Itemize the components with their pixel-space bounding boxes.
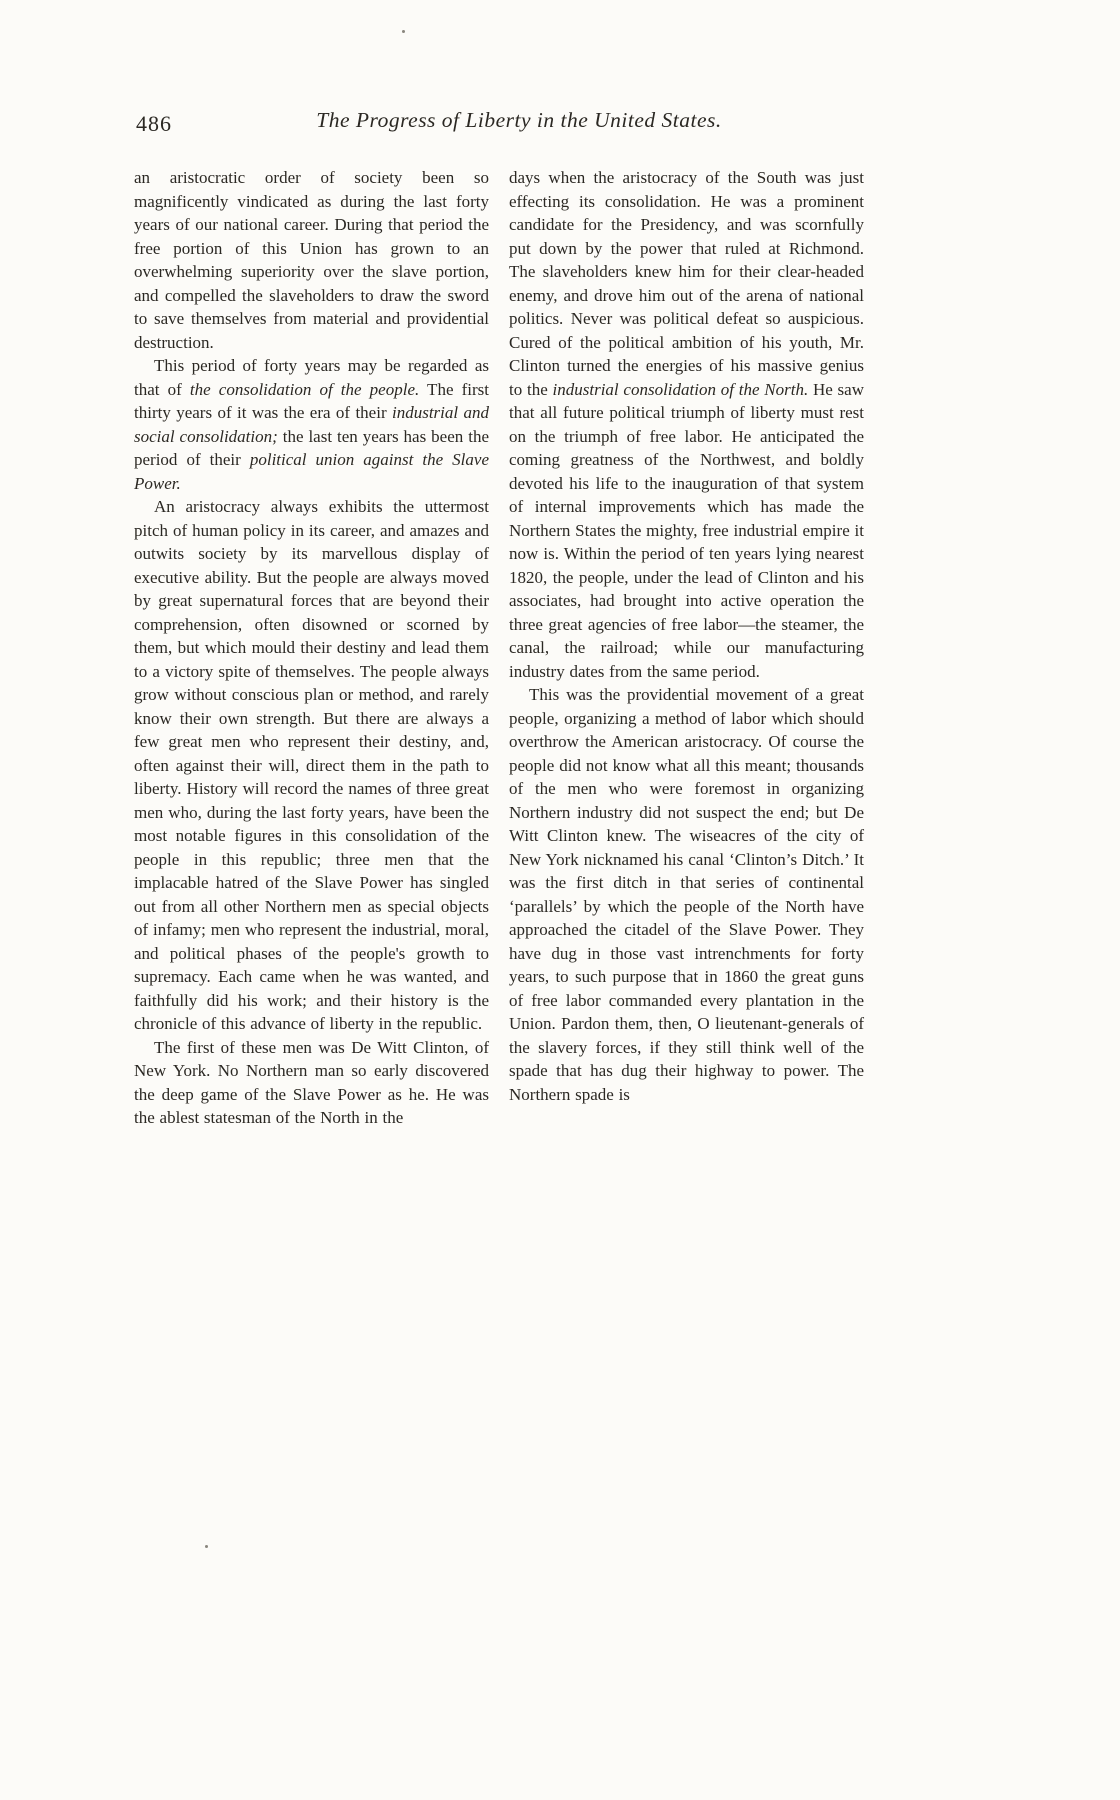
text-run: the last ten years has been the period of their <box>134 426 489 469</box>
paragraph <box>509 683 864 1106</box>
text-run: This was the providential movement of a great people, organizing a method of labor which should overthrow the American aristocracy. Of course the people did not know what all this meant; thousands of the men who were foremost in organizing Northern industry did not suspect the end; but De Witt Clinton knew. The wiseacres of the city of New York nicknamed his canal ‘Clinton’s Ditch.’ It was the first ditch in that series of continental ‘parallels’ by which the people of the North have approached the citadel of the Slave Power. They have dug in those vast intrenchments for forty years, to such purpose that in 1860 the great guns of free labor commanded every plantation in the Union. Pardon them, then, O lieutenant-generals of the slavery forces, if they still think well of the spade that has dug their highway to power. The Northern spade is <box>509 685 864 1104</box>
page-number: 486 <box>136 111 172 136</box>
page-content <box>134 108 864 1130</box>
paragraph <box>509 166 864 683</box>
text-columns <box>134 166 864 1130</box>
scan-artifact-dot <box>205 1545 208 1548</box>
paragraph <box>134 354 489 495</box>
text-run: The first of these men was De Witt Clinton, of New York. No Northern man so early discovered the deep game of the Slave Power as he. He was the ablest statesman of the North in the <box>134 1037 489 1127</box>
running-title: The Progress of Liberty in the United States. <box>316 108 722 132</box>
left-column <box>134 166 489 1130</box>
text-run: The first thirty years of it was the era of their <box>134 379 489 422</box>
text-run: an aristocratic order of society been so magnificently vindicated as during the last forty years of our national career. During that period the free portion of this Union has grown to an overwhelming superiority over the slave portion, and compelled the slaveholders to draw the sword to save themselves from material and providential destruction. <box>134 168 489 352</box>
italic-text: industrial consolidation of the North. <box>552 379 809 399</box>
paragraph <box>134 495 489 1036</box>
paragraph <box>134 1036 489 1130</box>
italic-text: industrial and social consolidation; <box>134 403 490 446</box>
right-column <box>509 166 864 1130</box>
text-run: He saw that all future political triumph of liberty must rest on the triumph of free labor. He anticipated the coming greatness of the Northwest, and boldly devoted his life to the inauguration of that system of internal improvements which has made the Northern States the mighty, free industrial empire it now is. Within the period of ten years lying nearest 1820, the people, under the lead of Clinton and his associates, had brought into active operation the three great agencies of free labor—the steamer, the canal, the railroad; while our manufacturing industry dates from the same period. <box>509 379 864 681</box>
paragraph <box>134 166 489 354</box>
italic-text: the consolidation of the people. <box>189 379 420 399</box>
page-header <box>134 108 864 144</box>
italic-text: political union against the Slave Power. <box>134 450 489 493</box>
text-run: An aristocracy always exhibits the uttermost pitch of human policy in its career, and amazes and outwits society by its marvellous display of executive ability. But the people are always moved by great supernatural forces that are beyond their comprehension, often disowned or scorned by them, but which mould their destiny and lead them to a victory spite of themselves. The people always grow without conscious plan or method, and rarely know their own strength. But there are always a few great men who represent their destiny, and, often against their will, direct them in the path to liberty. History will record the names of three great men who, during the last forty years, have been the most notable figures in this consolidation of the people in this republic; three men that the implacable hatred of the Slave Power has singled out from all other Northern men as special objects of infamy; men who represent the industrial, moral, and political phases of the people's growth to supremacy. Each came when he was wanted, and faithfully did his work; and their history is the chronicle of this advance of liberty in the republic. <box>134 497 489 1033</box>
text-run: This period of forty years may be regarded as that of <box>134 356 489 399</box>
text-run: days when the aristocracy of the South was just effecting its consolidation. He was a prominent candidate for the Presidency, and was scornfully put down by the power that ruled at Richmond. The slaveholders knew him for their clear-headed enemy, and drove him out of the arena of national politics. Never was political defeat so auspicious. Cured of the political ambition of his youth, Mr. Clinton turned the energies of his massive genius to the <box>509 168 864 399</box>
scan-artifact-dot <box>402 30 405 33</box>
